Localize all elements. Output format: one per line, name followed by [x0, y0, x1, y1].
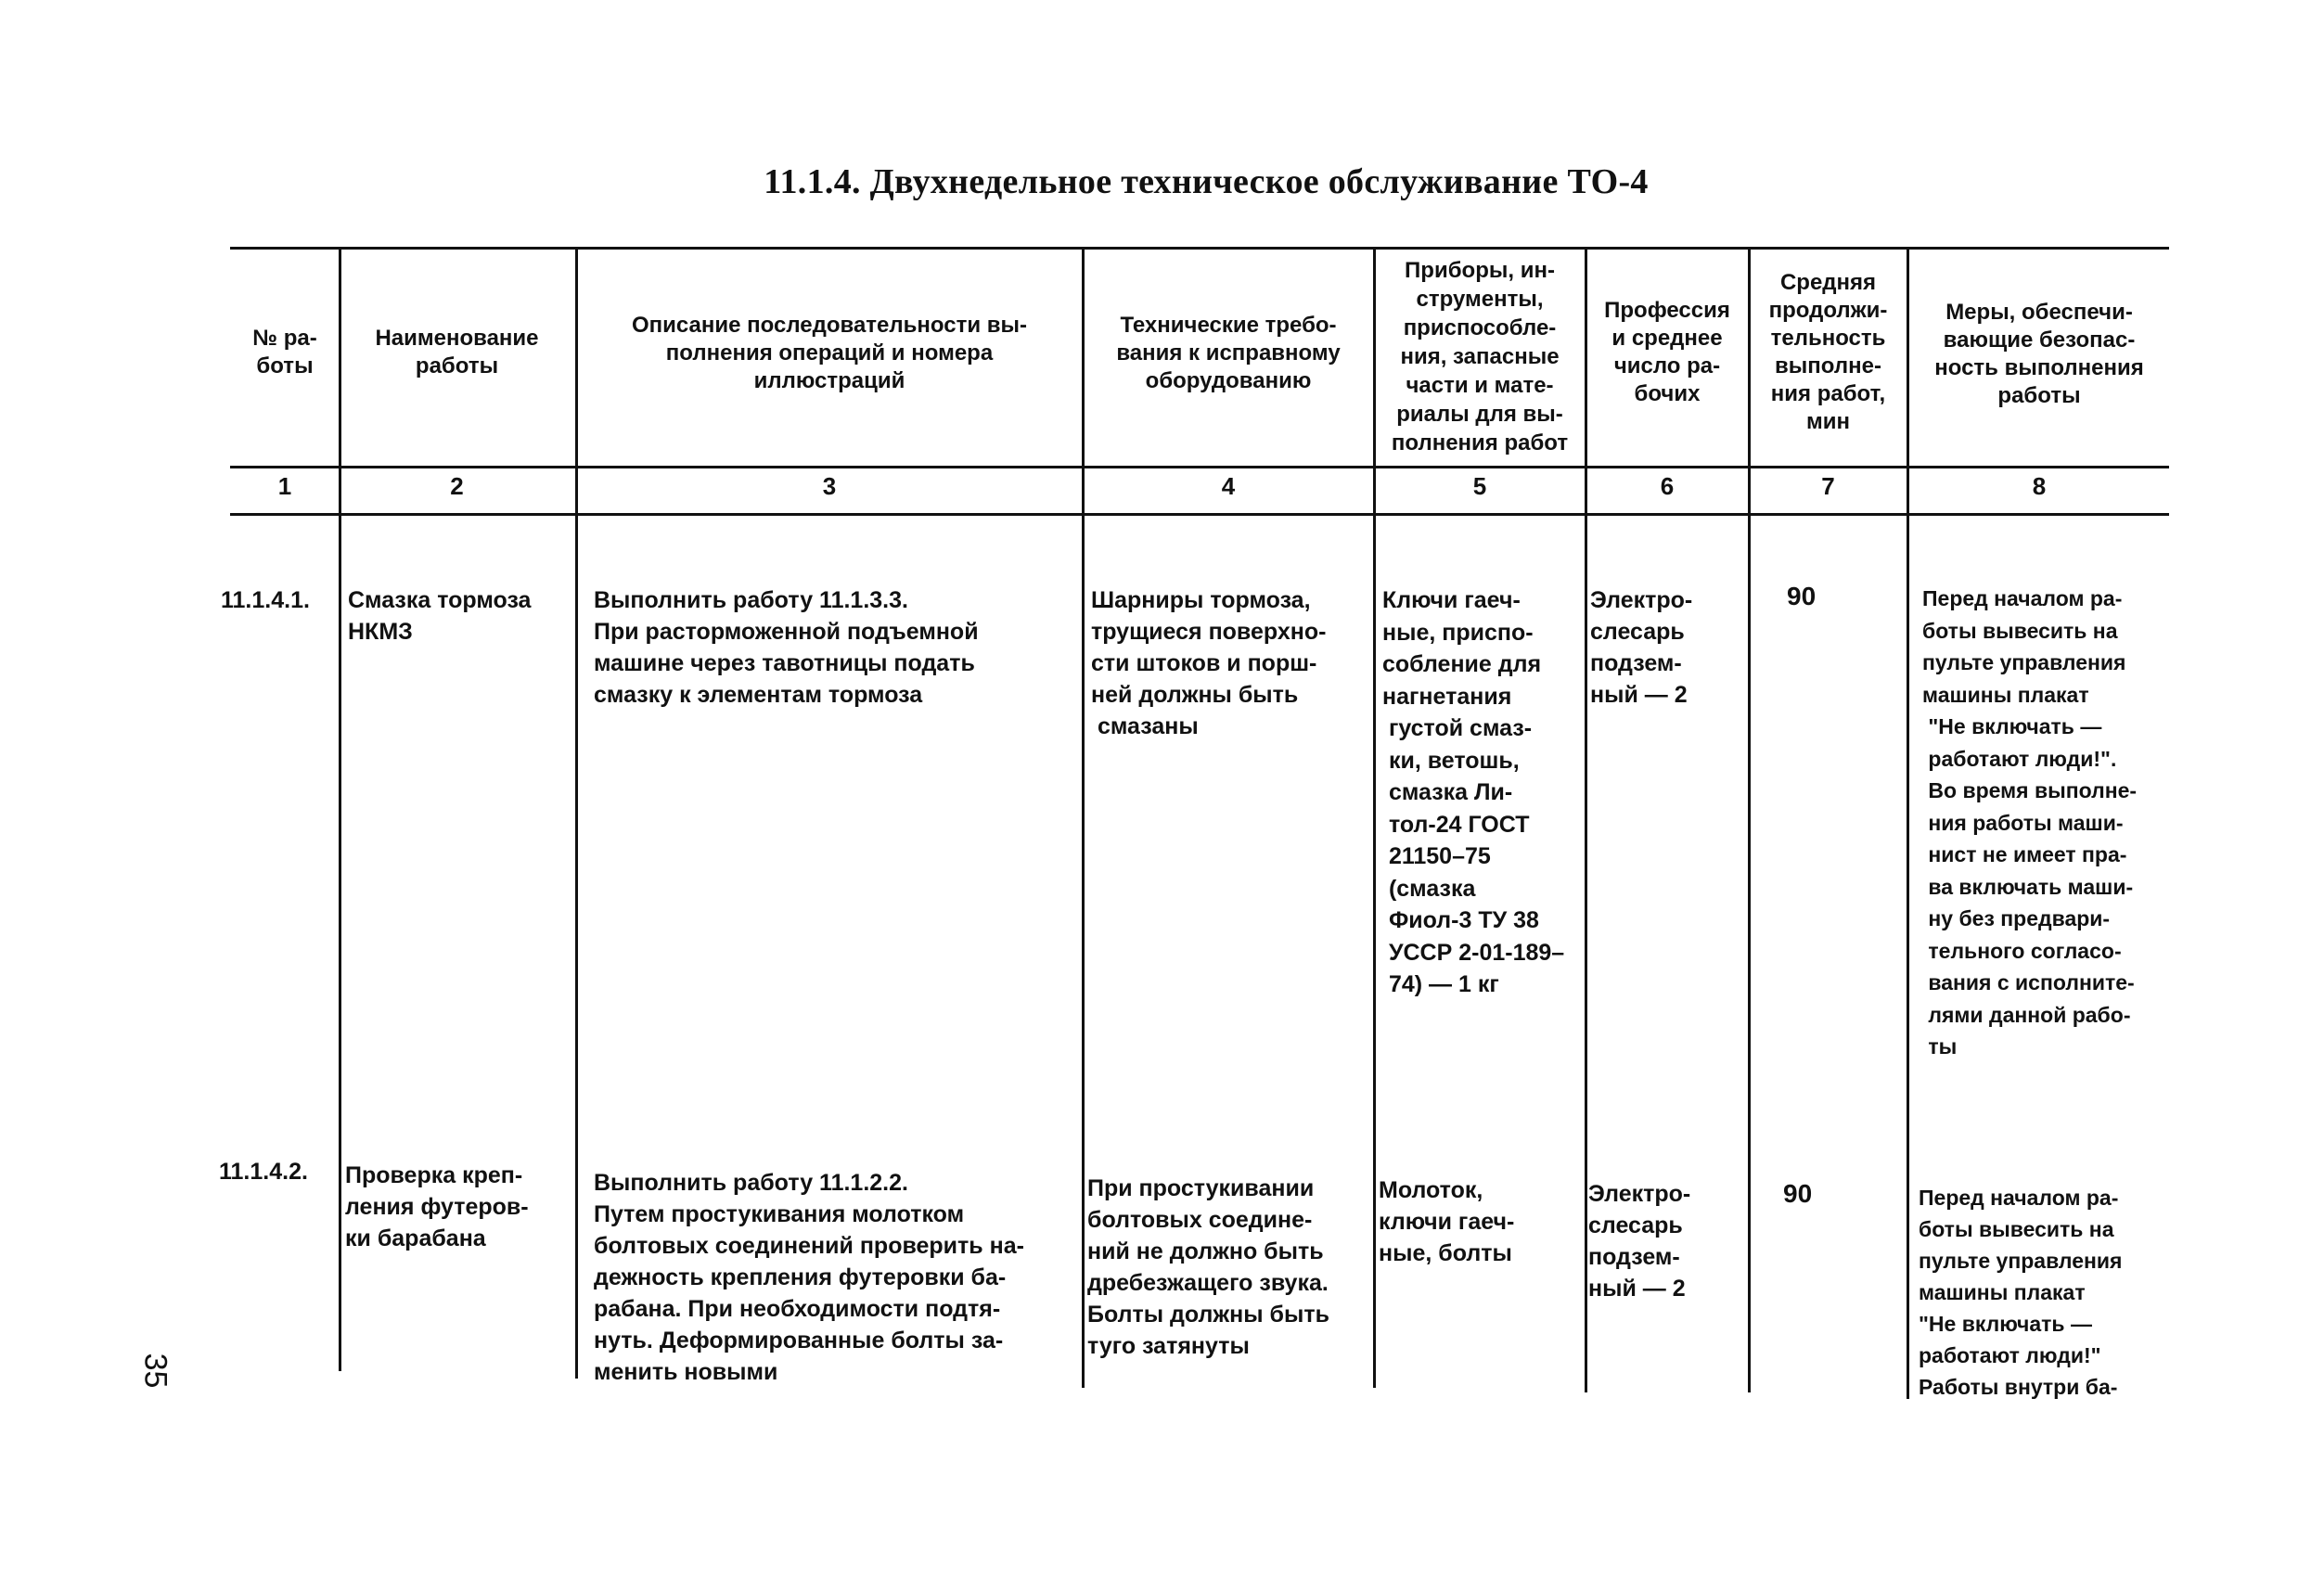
row2-requirements-line: болтовых соедине-	[1087, 1207, 1313, 1233]
row1-safety-line: ва включать маши-	[1922, 874, 2134, 899]
row1-description	[594, 584, 979, 711]
row1-safety-line: ния работы маши-	[1922, 810, 2124, 835]
row2-name-line: ления футеров-	[345, 1194, 529, 1220]
row1-profession	[1590, 584, 1692, 711]
row1-safety-line: тельного согласо-	[1922, 938, 2122, 963]
row1-profession-line: слесарь	[1590, 619, 1685, 645]
column-number-4: 4	[1221, 472, 1236, 500]
row1-description-line: При расторможенной подъемной	[594, 619, 979, 645]
row1-profession-line: ный — 2	[1590, 682, 1688, 708]
row2-description	[594, 1167, 1024, 1388]
header-col3-line: полнения операций и номера	[665, 340, 994, 366]
row1-requirements-line: смазаны	[1091, 713, 1199, 739]
header-col1-line: боты	[256, 353, 314, 378]
header-col8-line: работы	[1997, 383, 2081, 408]
row1-tools-line: Фиол-3 ТУ 38	[1382, 907, 1539, 933]
row1-tools-line: УССР 2-01-189–	[1382, 939, 1565, 966]
row2-tools	[1379, 1174, 1514, 1269]
row1-tools-line: нагнетания	[1382, 683, 1512, 710]
row1-tools-line: ные, приспо-	[1382, 619, 1534, 646]
row2-name-line: ки барабана	[345, 1225, 486, 1251]
row1-profession-line: Электро-	[1590, 587, 1693, 613]
header-col7-line: продолжи-	[1768, 298, 1888, 323]
header-col6-line: число ра-	[1613, 353, 1721, 378]
header-col4	[1085, 312, 1371, 395]
row1-tools-line: собление для	[1382, 651, 1542, 677]
header-col5-line: струменты,	[1416, 287, 1544, 312]
row2-profession	[1588, 1178, 1690, 1304]
header-col4-line: Технические требо-	[1120, 313, 1337, 338]
header-col4-line: вания к исправному	[1116, 340, 1341, 366]
page-number: 35	[137, 1353, 173, 1389]
column-divider-7	[1907, 249, 1909, 1399]
row2-description-line: болтовых соединений проверить на-	[594, 1233, 1024, 1259]
row1-tools-line: 74) — 1 кг	[1382, 971, 1499, 997]
row1-tools-line: ки, ветошь,	[1382, 747, 1520, 774]
header-col5-line: приспособле-	[1403, 315, 1557, 340]
row2-requirements-line: дребезжащего звука.	[1087, 1270, 1329, 1296]
row1-tools-line: (смазка	[1382, 875, 1476, 902]
header-col1-line: № ра-	[252, 326, 317, 351]
header-col7-line: выполне-	[1775, 353, 1881, 378]
row2-profession-line: Электро-	[1588, 1181, 1691, 1207]
header-col5-line: ния, запасные	[1400, 344, 1560, 369]
table-top-rule	[230, 247, 2169, 250]
row1-safety-line: "Не включать —	[1922, 714, 2102, 738]
row2-safety-line: "Не включать —	[1919, 1312, 2092, 1336]
page-title: 11.1.4. Двухнедельное техническое обслуживание ТО-4	[764, 162, 1649, 201]
header-col8-line: ность выполнения	[1934, 355, 2144, 380]
row1-requirements	[1091, 584, 1326, 742]
header-col7-line: мин	[1805, 409, 1850, 434]
header-col3	[580, 312, 1079, 395]
header-col6	[1588, 297, 1746, 408]
row1-name	[348, 584, 531, 648]
row1-tools-line: тол-24 ГОСТ	[1382, 811, 1530, 838]
row1-description-line: машине через тавотницы подать	[594, 650, 975, 676]
header-col5-line: части и мате-	[1406, 373, 1554, 398]
row2-tools-line: ные, болты	[1379, 1240, 1512, 1266]
header-col8-line: Меры, обеспечи-	[1945, 300, 2133, 325]
row2-safety-line: работают люди!"	[1919, 1343, 2101, 1367]
row2-description-line: Выполнить работу 11.1.2.2.	[594, 1170, 908, 1196]
row2-safety	[1919, 1182, 2122, 1403]
header-col1	[234, 325, 336, 380]
column-number-5: 5	[1472, 472, 1487, 500]
row2-description-line: Путем простукивания молотком	[594, 1201, 965, 1227]
row2-name	[345, 1160, 529, 1254]
row1-requirements-line: ней должны быть	[1091, 682, 1299, 708]
column-divider-1	[339, 249, 341, 1371]
row1-tools	[1382, 584, 1564, 1001]
row1-tools-line: смазка Ли-	[1382, 779, 1513, 805]
row1-name-line: НКМЗ	[348, 619, 413, 645]
header-col6-line: Профессия	[1604, 298, 1730, 323]
row2-profession-line: ный — 2	[1588, 1276, 1686, 1302]
row1-requirements-line: трущиеся поверхно-	[1091, 619, 1327, 645]
header-col2-line: работы	[415, 353, 499, 378]
row2-profession-line: подзем-	[1588, 1244, 1680, 1270]
header-col2-line: Наименование	[375, 326, 539, 351]
column-numbers-rule	[230, 513, 2169, 516]
row2-name-line: Проверка креп-	[345, 1162, 523, 1188]
header-col8-line: вающие безопас-	[1943, 327, 2136, 353]
header-col8	[1911, 299, 2167, 410]
row1-number: 11.1.4.1.	[221, 587, 310, 613]
row1-description-line: Выполнить работу 11.1.3.3.	[594, 587, 908, 613]
header-col3-line: иллюстраций	[753, 368, 905, 393]
column-divider-2	[575, 249, 578, 1379]
header-col7-line: тельность	[1770, 326, 1886, 351]
column-number-3: 3	[822, 472, 837, 500]
header-col5-line: риалы для вы-	[1396, 402, 1563, 427]
row1-safety-line: боты вывесить на	[1922, 618, 2118, 643]
row2-safety-line: Работы внутри ба-	[1919, 1375, 2118, 1399]
row1-requirements-line: Шарниры тормоза,	[1091, 587, 1311, 613]
column-number-1: 1	[277, 472, 292, 500]
header-col4-line: оборудованию	[1145, 368, 1312, 393]
row1-tools-line: густой смаз-	[1382, 715, 1533, 741]
row2-tools-line: Молоток,	[1379, 1177, 1483, 1203]
row1-safety-line: пульте управления	[1922, 650, 2126, 674]
row1-safety-line: лями данной рабо-	[1922, 1002, 2131, 1027]
row1-safety-line: работают люди!".	[1922, 746, 2117, 771]
header-col6-line: и среднее	[1611, 326, 1723, 351]
row2-requirements-line: Болты должны быть	[1087, 1302, 1329, 1328]
row1-name-line: Смазка тормоза	[348, 587, 532, 613]
row1-tools-line: 21150–75	[1382, 843, 1491, 869]
row1-tools-line: Ключи гаеч-	[1382, 587, 1521, 613]
header-col7-line: ния работ,	[1770, 381, 1886, 406]
row1-duration: 90	[1787, 582, 1817, 610]
row1-safety-line: ну без предвари-	[1922, 906, 2111, 930]
row2-safety-line: боты вывесить на	[1919, 1217, 2114, 1241]
header-col5-line: Приборы, ин-	[1405, 258, 1555, 283]
row1-safety	[1922, 583, 2137, 1063]
row2-safety-line: Перед началом ра-	[1919, 1186, 2119, 1210]
row2-requirements-line: туго затянуты	[1087, 1333, 1250, 1359]
header-col7-line: Средняя	[1779, 270, 1877, 295]
header-col3-line: Описание последовательности вы-	[631, 313, 1028, 338]
column-divider-6	[1748, 249, 1751, 1392]
row1-description-line: смазку к элементам тормоза	[594, 682, 923, 708]
row1-safety-line: Во время выполне-	[1922, 778, 2138, 802]
row2-safety-line: машины плакат	[1919, 1280, 2086, 1304]
row1-profession-line: подзем-	[1590, 650, 1682, 676]
column-divider-4	[1373, 249, 1376, 1388]
row2-description-line: нуть. Деформированные болты за-	[594, 1328, 1004, 1353]
header-col5-line: полнения работ	[1391, 430, 1569, 455]
header-bottom-rule	[230, 466, 2169, 468]
row1-safety-line: вания с исполните-	[1922, 970, 2135, 994]
row2-description-line: дежность крепления футеровки ба-	[594, 1264, 1007, 1290]
row2-profession-line: слесарь	[1588, 1212, 1683, 1238]
row2-requirements-line: При простукивании	[1087, 1175, 1315, 1201]
column-number-2: 2	[450, 472, 464, 500]
row1-requirements-line: сти штоков и порш-	[1091, 650, 1317, 676]
column-number-7: 7	[1821, 472, 1835, 500]
row1-safety-line: ты	[1922, 1034, 1958, 1058]
row2-requirements	[1087, 1173, 1329, 1362]
column-number-6: 6	[1660, 472, 1675, 500]
header-col6-line: бочих	[1634, 381, 1701, 406]
row2-requirements-line: ний не должно быть	[1087, 1238, 1324, 1264]
row1-safety-line: машины плакат	[1922, 682, 2089, 707]
row2-description-line: рабана. При необходимости подтя-	[594, 1296, 1001, 1322]
row2-number: 11.1.4.2.	[219, 1159, 308, 1185]
header-col5	[1377, 256, 1583, 457]
column-number-8: 8	[2032, 472, 2047, 500]
row2-safety-line: пульте управления	[1919, 1249, 2123, 1273]
column-divider-3	[1082, 249, 1085, 1388]
row2-duration: 90	[1783, 1179, 1813, 1208]
header-col2	[343, 325, 571, 380]
row2-tools-line: ключи гаеч-	[1379, 1209, 1515, 1235]
row1-safety-line: Перед началом ра-	[1922, 586, 2123, 610]
row1-safety-line: нист не имеет пра-	[1922, 842, 2127, 866]
column-divider-5	[1585, 249, 1587, 1392]
header-col7	[1752, 269, 1905, 436]
row2-description-line: менить новыми	[594, 1359, 778, 1385]
